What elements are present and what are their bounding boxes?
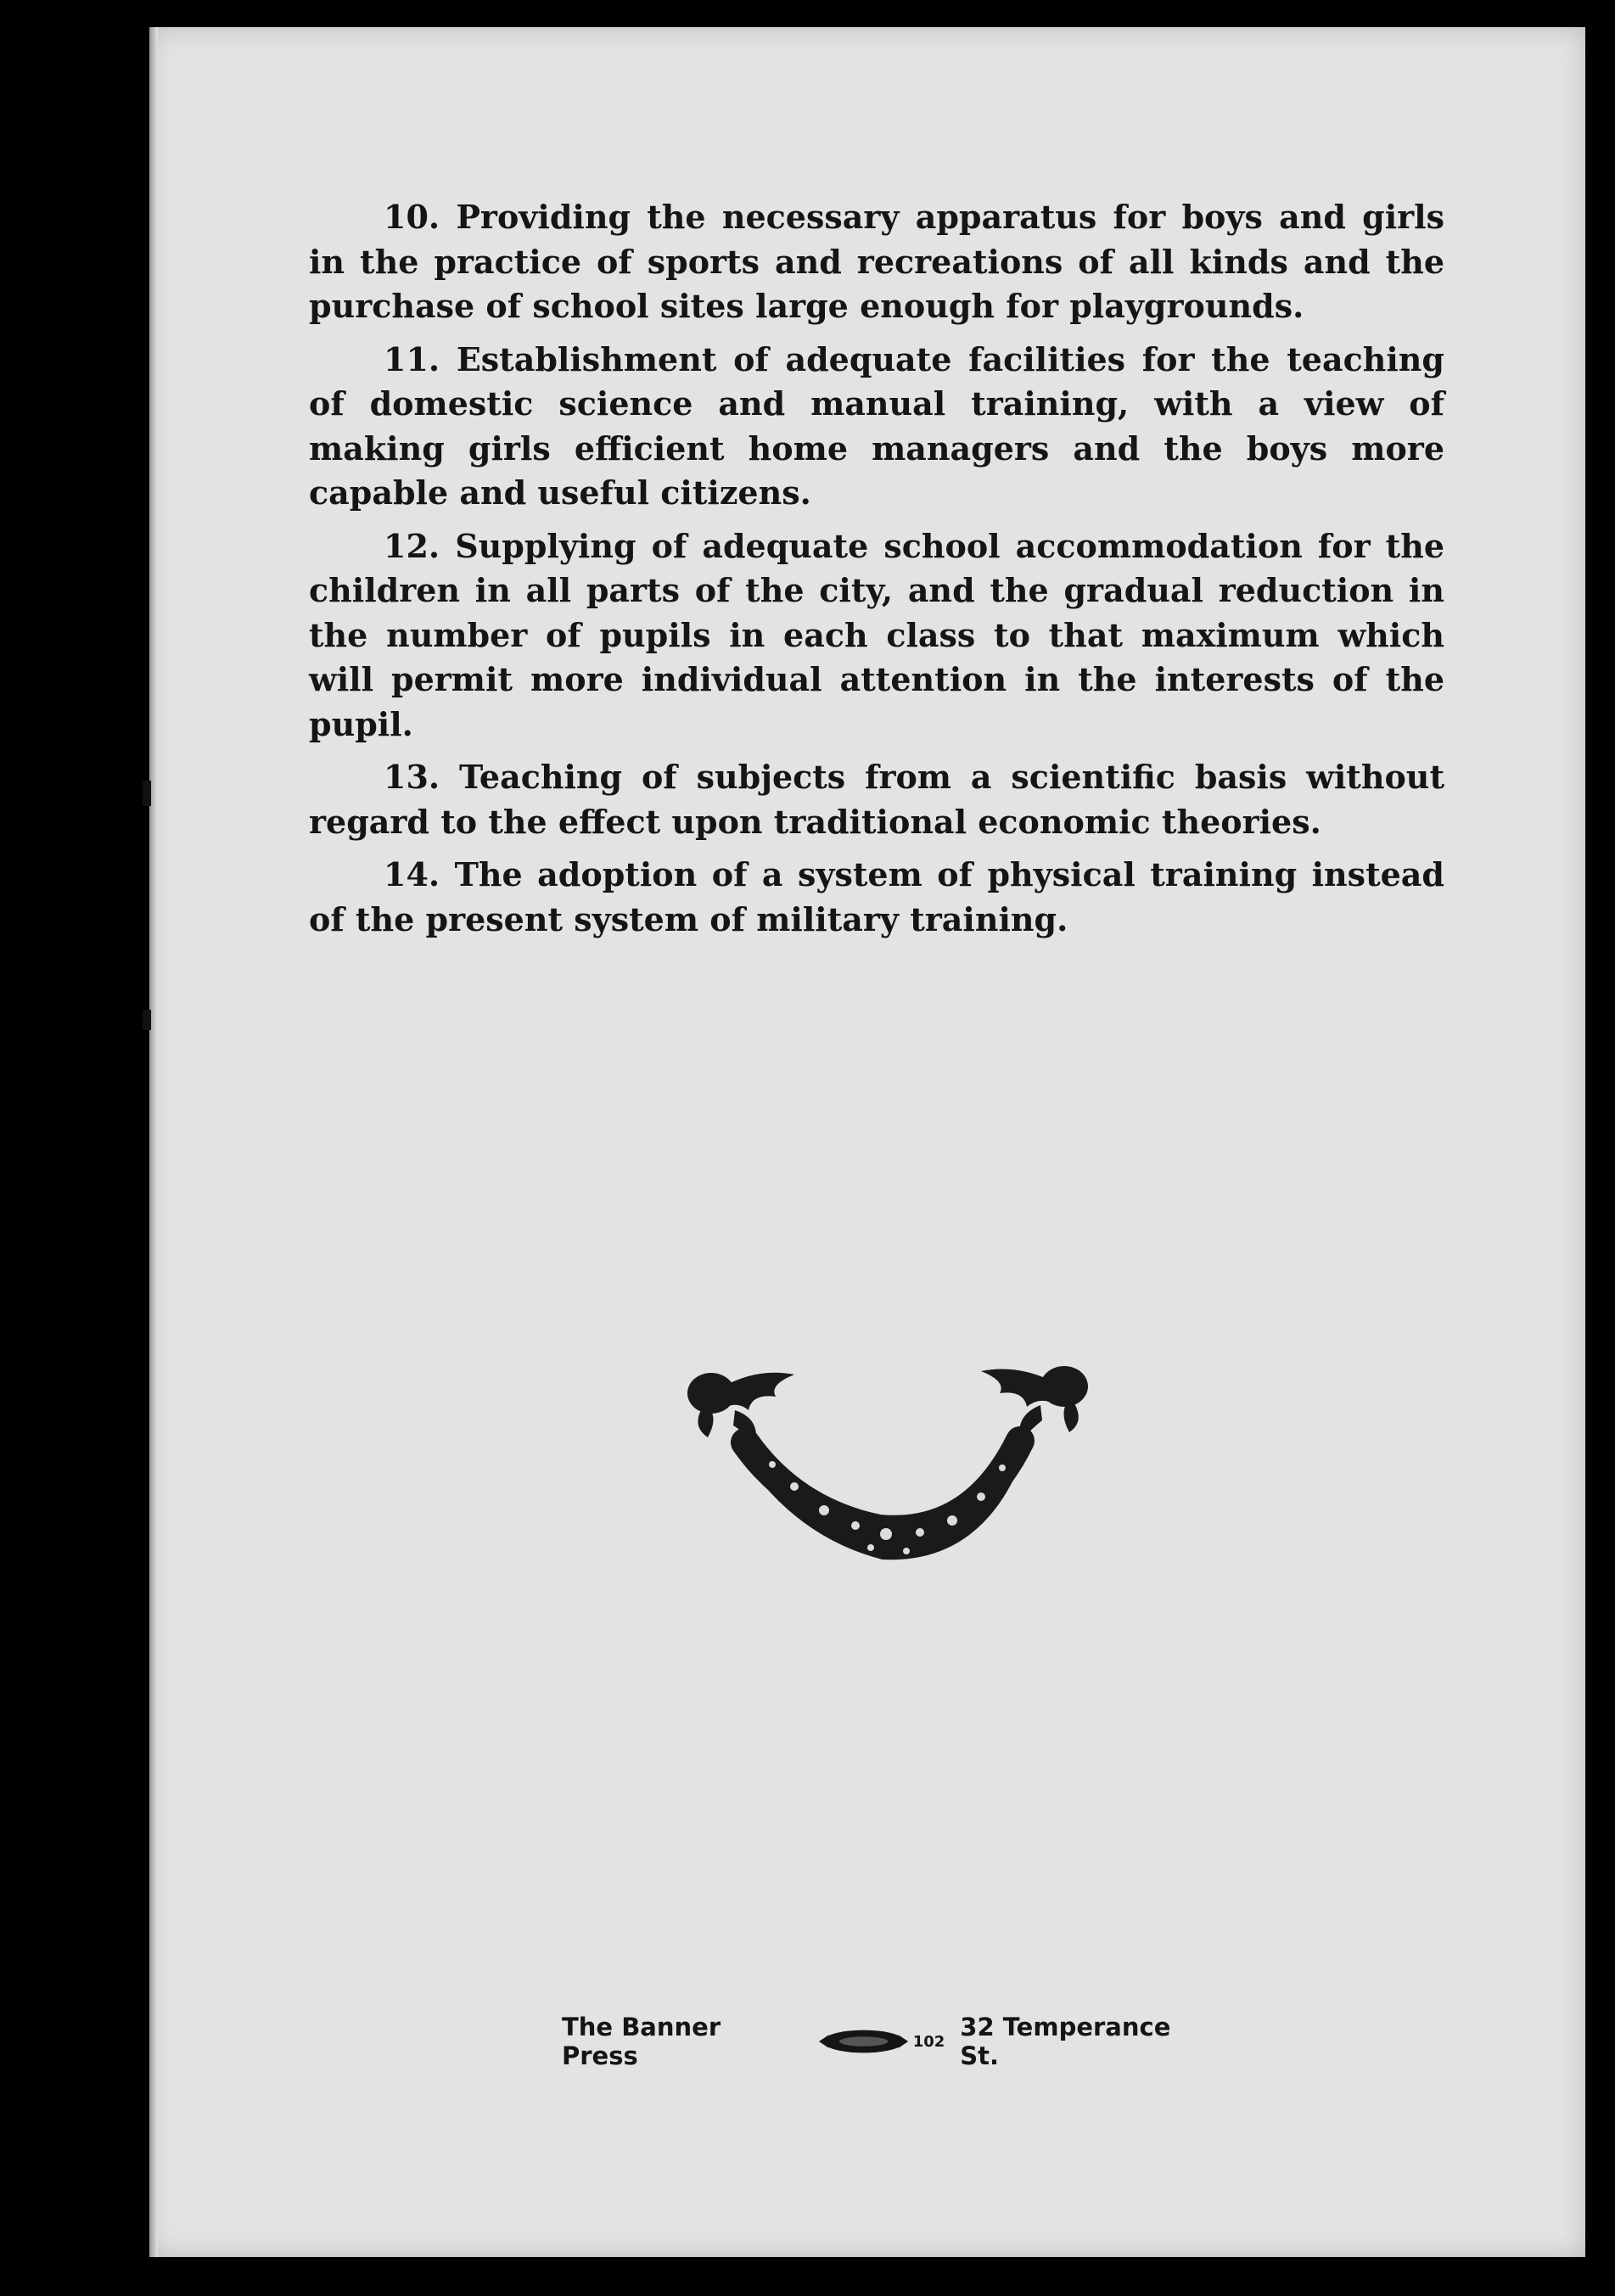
resolution-list [309, 195, 1444, 950]
list-item [309, 338, 1444, 516]
item-number: 10. [384, 198, 440, 236]
item-text: Establishment of adequate facilities for the teaching of domestic science and manual training, with a view of making girls efficient home managers and the boys more capable and useful citizens. [309, 339, 1444, 512]
union-label-icon [819, 2024, 908, 2058]
list-item [309, 853, 1444, 942]
list-item [309, 195, 1444, 329]
item-number: 13. [384, 758, 440, 796]
list-item [309, 755, 1444, 844]
garland-ornament-icon [667, 1359, 1108, 1588]
item-number: 12. [384, 526, 440, 565]
item-number: 14. [384, 855, 440, 893]
publisher-name: The Banner Press [562, 2013, 721, 2070]
scan-mark [143, 781, 151, 806]
item-text: Teaching of subjects from a scientific basis without regard to the effect upon traditional economic theories. [309, 758, 1444, 841]
item-text: Providing the necessary apparatus for boys and girls in the practice of sports and recreations of all kinds and the purchase of school sites large enough for playgrounds. [309, 198, 1444, 325]
list-item [309, 524, 1444, 748]
document-page [149, 27, 1585, 2257]
publisher-address: 32 Temperance St. [960, 2013, 1171, 2070]
scan-mark [143, 1010, 151, 1030]
item-number: 11. [384, 339, 440, 378]
printer-imprint [562, 2013, 1207, 2070]
item-text: Supplying of adequate school accommodation for the children in all parts of the city, and the gradual reduction in the number of pupils in each class to that maximum which will permit more individual attention in the interests of the pupil. [309, 526, 1444, 743]
item-text: The adoption of a system of physical training instead of the present system of military training. [309, 855, 1444, 938]
label-code: 102 [912, 2032, 945, 2051]
